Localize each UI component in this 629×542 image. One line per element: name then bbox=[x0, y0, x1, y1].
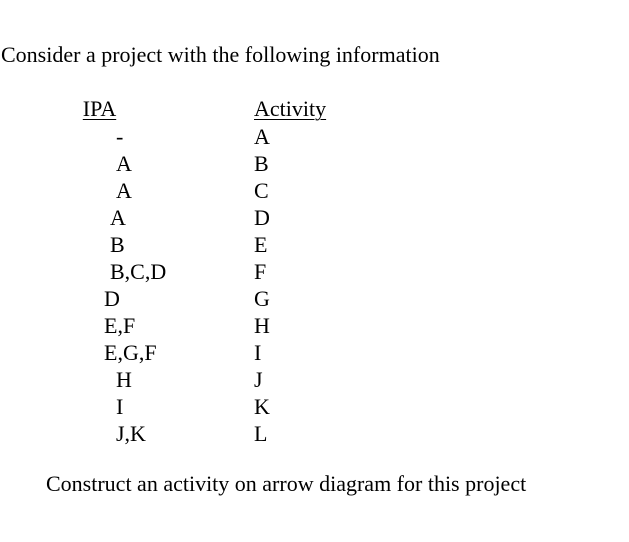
ipa-cell: A bbox=[110, 205, 126, 230]
activity-cell: I bbox=[254, 340, 262, 365]
activity-cell: B bbox=[254, 151, 269, 176]
ipa-cell: I bbox=[116, 394, 124, 419]
activity-cell: D bbox=[254, 205, 270, 230]
activity-cell: K bbox=[254, 394, 270, 419]
ipa-cell: B,C,D bbox=[110, 259, 167, 284]
activity-cell: F bbox=[254, 259, 267, 284]
activity-cell: H bbox=[254, 313, 270, 338]
intro-text: Consider a project with the following information bbox=[1, 42, 440, 67]
ipa-cell: A bbox=[116, 178, 132, 203]
activity-cell: G bbox=[254, 286, 270, 311]
activity-cell: A bbox=[254, 124, 270, 149]
ipa-cell: E,F bbox=[104, 313, 136, 338]
activity-cell: J bbox=[254, 367, 263, 392]
activity-cell: C bbox=[254, 178, 269, 203]
ipa-column-header: IPA bbox=[82, 96, 117, 121]
activity-column-header: Activity bbox=[254, 96, 327, 121]
ipa-cell: J,K bbox=[116, 421, 146, 446]
ipa-cell: H bbox=[116, 367, 132, 392]
activity-cell: E bbox=[254, 232, 268, 257]
ipa-cell: E,G,F bbox=[104, 340, 157, 365]
ipa-cell: D bbox=[104, 286, 120, 311]
ipa-cell: - bbox=[116, 124, 124, 149]
ipa-cell: A bbox=[116, 151, 132, 176]
activity-cell: L bbox=[254, 421, 268, 446]
ipa-cell: B bbox=[110, 232, 125, 257]
instruction-text: Construct an activity on arrow diagram for this project bbox=[46, 471, 527, 496]
